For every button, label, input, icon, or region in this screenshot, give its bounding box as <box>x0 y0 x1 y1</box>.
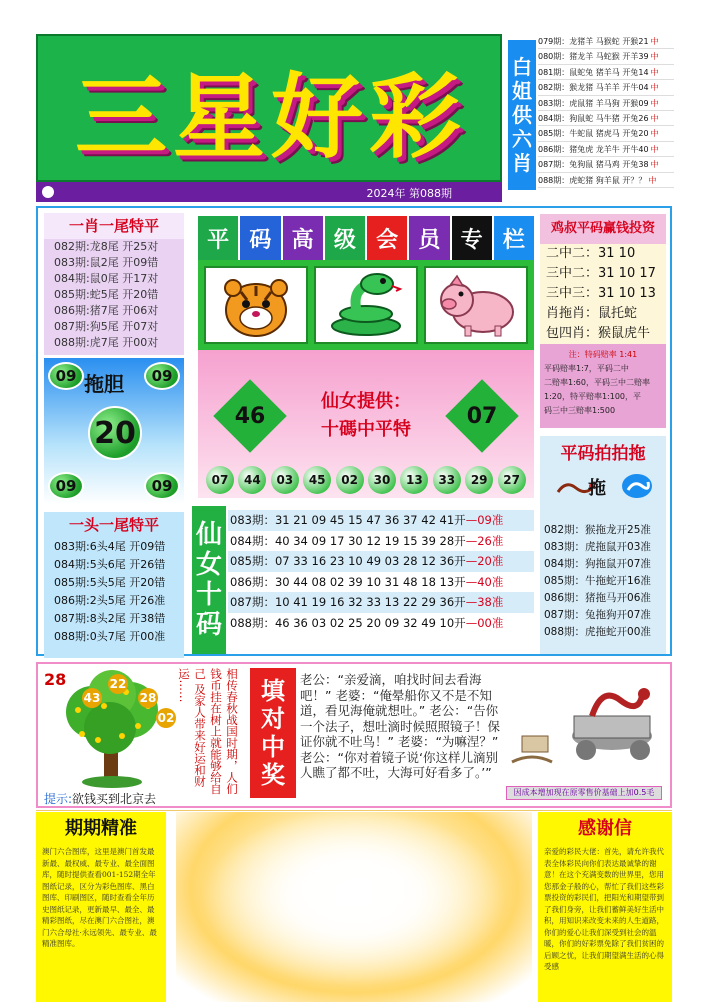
hit-mark: 中 <box>650 160 659 170</box>
panel-row: 084期:5头6尾 开26错 <box>54 558 166 571</box>
table-row <box>228 613 534 634</box>
number-ball: 03 <box>271 466 299 494</box>
tag-text: 填对中奖 <box>261 677 285 789</box>
panel-row: 088期：虎拖蛇开00准 <box>544 626 651 638</box>
number-ball: 33 <box>433 466 461 494</box>
fairy-line-1: 仙女提供： <box>321 391 411 412</box>
panel-row: 087期:狗5尾 开07对 <box>54 320 159 333</box>
table-row <box>228 510 534 531</box>
odds-line: 平码赔率1:7，平码二中 <box>544 364 629 373</box>
panel-title: 一肖一尾特平 <box>44 213 184 239</box>
hit-mark: 中 <box>650 52 659 62</box>
corner-ball: 09 <box>144 472 180 500</box>
panel-row: 三中三：31 10 13 <box>546 286 656 301</box>
panel-row: 083期:鼠2尾 开09错 <box>54 256 159 269</box>
six-zodiac-row <box>538 157 674 172</box>
center-ball: 20 <box>88 406 142 460</box>
fill-win-tag <box>250 668 296 798</box>
row-text: 081期：鼠蛇兔 猪羊马 开兔14 <box>538 67 649 77</box>
panel-row: 082期：猴拖龙开25准 <box>544 524 651 536</box>
row-result: —00准 <box>465 615 504 630</box>
panel-row: 083期：虎拖鼠开03准 <box>544 541 651 553</box>
row-result: —09准 <box>465 513 504 527</box>
table-row <box>228 551 534 572</box>
row-result: —40准 <box>465 574 504 589</box>
hint-label: 提示: <box>44 792 73 806</box>
box-text: 澳门六合图库，这里是澳门首发最新最、最权威、最专业、最全面图库，随时提供查看001-152期全年图纸记录，区分为彩色图库、黑白图库、印刷图区，随时查看全年历史图纸记录，更新最早、最全、最精彩图纸，尽在澳门六合图社，澳门六合母社·永远领先、最专业、最精准图库。 <box>42 847 157 948</box>
row-text: 079期：龙猪羊 马猴蛇 开猴21 <box>538 37 649 46</box>
panel-row: 二中二：31 10 <box>546 246 636 261</box>
panel-row: 包四肖：猴鼠虎牛 <box>546 326 651 341</box>
riddle-story: 老公：“亲爱滴，咱找时间去看海吧！” 老婆：“俺晕船你又不是不知道，看见海俺就想吐。” 老公：“告你一个法子，想吐滴时候照照镜子！保证你就不吐鸟！” 老婆：“为嘛涅？” 老公：“你对着镜子说‘你这样儿滴别人瞧了都不吐，大海可好看多了。’” <box>300 672 501 780</box>
odds-note <box>540 344 666 428</box>
six-zodiac-row <box>538 49 674 64</box>
hit-mark: 中 <box>650 144 659 154</box>
coin-number: 28 <box>138 688 158 708</box>
issue-number: 2024年 第088期 <box>366 187 452 200</box>
tag-text: 仙女十码 <box>196 520 223 640</box>
row-numbers: 084期：40 34 09 17 30 12 19 15 39 28开 <box>230 533 466 548</box>
tow-label: 拖 <box>588 478 606 499</box>
panel-row: 088期:虎7尾 开00对 <box>54 336 159 349</box>
six-zodiac-row <box>538 126 674 141</box>
hint-text: 欲钱买到北京去 <box>72 792 157 806</box>
row-result: —20准 <box>465 554 504 568</box>
panel-row: 087期：兔拖狗开07准 <box>544 609 651 621</box>
six-zodiac-row <box>538 173 674 188</box>
panel-row: 084期:鼠0尾 开17对 <box>54 272 159 285</box>
row-text: 086期：猪兔虎 龙羊牛 开牛40 <box>538 144 649 154</box>
panel-row: 085期:5头5尾 开20错 <box>54 576 166 589</box>
row-text: 088期：虎蛇猪 狗羊鼠 开？？ <box>538 175 647 185</box>
panel-row: 085期:蛇5尾 开20错 <box>54 288 159 301</box>
coin-number: 22 <box>108 674 128 694</box>
snake-image <box>314 266 418 344</box>
six-zodiac-row <box>538 111 674 126</box>
row-text: 082期：猴龙猪 马羊羊 开牛04 <box>538 83 649 93</box>
banner-char: 专 <box>452 216 492 260</box>
row-numbers: 087期：10 41 19 16 32 33 13 22 29 36开 <box>230 595 466 609</box>
panel-row: 086期：猪拖马开06准 <box>544 592 651 604</box>
panel-title: 平码拍拍拖 <box>560 444 646 464</box>
row-text: 087期：兔狗鼠 猪马鸡 开兔38 <box>538 160 649 170</box>
odds-line: 码三中三赔率1:500 <box>544 406 616 415</box>
row-numbers: 086期：30 44 08 02 39 10 31 48 18 13开 <box>230 574 466 589</box>
number-ball: 45 <box>303 466 331 494</box>
box-text: 亲爱的彩民大佬：首先，请允许我代表全体彩民向你们表达最诚挚的谢意！在这个充满变数的世界里，您用您那金子般的心，帮忙了我们这些彩票投资的彩民们，把阳光和期望带到了我们身旁，让我们蓄鲜美好生活中积，用知识来改变未来的人生道路，你们的爱心让我们深受到社会的温暖，你们的好彩票免除了我们贫困的后顾之忧，让我们期望满生活的心得受感 <box>544 847 664 971</box>
banner-char: 级 <box>325 216 365 260</box>
panel-rows <box>44 239 184 351</box>
hit-mark: 中 <box>650 83 659 93</box>
panel-row: 086期:2头5尾 开26准 <box>54 594 166 607</box>
fairy-line-2: 十碼中平特 <box>321 419 411 440</box>
uncle-chicken-panel <box>540 214 666 344</box>
odds-line: 1:20，特平赔率1:100，平 <box>544 392 642 401</box>
box-title: 感谢信 <box>578 818 632 839</box>
fairy-ten-table <box>228 510 534 654</box>
hit-mark: 中 <box>650 113 659 123</box>
hit-mark: 中 <box>650 67 659 77</box>
panel-row: 087期:8头2尾 开38错 <box>54 612 166 625</box>
hit-mark: 中 <box>648 175 657 185</box>
banner-char: 会 <box>367 216 407 260</box>
table-row <box>228 572 534 593</box>
table-row <box>228 592 534 613</box>
corner-ball: 09 <box>48 472 84 500</box>
tag-text: 白姐供六肖 <box>512 55 532 175</box>
banner-char: 高 <box>283 216 323 260</box>
coin-number: 43 <box>82 688 102 708</box>
hint <box>44 790 156 807</box>
one-zodiac-one-tail-panel <box>44 213 184 355</box>
header-banner <box>36 34 502 182</box>
corner-ball: 09 <box>144 362 180 390</box>
fairy-ten-numbers-panel <box>198 350 534 498</box>
tow-bile-panel <box>44 358 184 504</box>
number-ball: 30 <box>368 466 396 494</box>
panel-rows <box>44 538 184 646</box>
row-text: 085期：牛蛇鼠 猪虎马 开兔20 <box>538 129 649 139</box>
tow-bile-label: 拖胆 <box>84 372 124 396</box>
panel-rows <box>540 244 666 344</box>
left-number: 46 <box>234 403 266 429</box>
six-zodiac-row <box>538 65 674 80</box>
number-ball: 29 <box>465 466 493 494</box>
divider <box>36 810 672 811</box>
panel-row: 肖拖肖：鼠托蛇 <box>546 306 638 321</box>
thanks-box <box>538 812 672 1002</box>
legend-text: 相传春秋战国时期，人们 钱币挂在树上就能够给自己 及家人带来好运和财运…… <box>177 668 239 795</box>
row-numbers: 083期：31 21 09 45 15 47 36 37 42 41开 <box>230 513 466 527</box>
panel-row: 082期:龙8尾 开25对 <box>54 240 159 253</box>
right-number: 07 <box>466 403 498 429</box>
panel-row: 083期:6头4尾 开09错 <box>54 540 166 553</box>
vip-column-banner <box>198 216 534 260</box>
hit-mark: 中 <box>650 98 659 108</box>
number-ball: 07 <box>206 466 234 494</box>
light-burst-core <box>176 812 532 1002</box>
panel-title: 鸡叔平码赢钱投资 <box>540 214 666 244</box>
tree-number: 28 <box>44 670 67 689</box>
banner-char: 栏 <box>494 216 534 260</box>
row-numbers: 085期：07 33 16 23 10 49 03 28 12 36开 <box>230 554 466 568</box>
fairy-text <box>278 388 454 444</box>
pig-image <box>424 266 528 344</box>
number-ball: 02 <box>336 466 364 494</box>
six-zodiac-row <box>538 142 674 157</box>
snake-icon <box>620 472 654 500</box>
panel-row: 085期：牛拖蛇开16准 <box>544 575 651 587</box>
six-zodiac-row <box>538 34 674 49</box>
banner-char: 员 <box>409 216 449 260</box>
panel-rows <box>540 522 666 641</box>
panel-row: 084期：狗拖鼠开07准 <box>544 558 651 570</box>
odds-line: 二赔率1:60，平码三中二赔率 <box>544 378 650 387</box>
odds-title: 注：特码赔率 1:41 <box>568 350 638 359</box>
price-notice: 因成本增加现在原零售价基础上加0.5毛 <box>506 786 662 800</box>
panel-title: 一头一尾特平 <box>68 516 159 534</box>
box-title: 期期精准 <box>65 818 137 839</box>
six-zodiac-list <box>538 34 674 204</box>
six-zodiac-row <box>538 96 674 111</box>
coin-number: 02 <box>156 708 176 728</box>
banner-char: 平 <box>198 216 238 260</box>
hit-mark: 中 <box>650 37 659 46</box>
row-result: —38准 <box>465 595 504 609</box>
table-row <box>228 531 534 552</box>
six-zodiac-row <box>538 80 674 95</box>
number-ball: 27 <box>498 466 526 494</box>
row-text: 084期：狗鼠蛇 马牛猪 开兔26 <box>538 113 649 123</box>
issue-bar <box>36 182 502 202</box>
odds-lines <box>544 362 662 418</box>
row-result: —26准 <box>465 533 504 548</box>
number-ball: 44 <box>238 466 266 494</box>
hit-mark: 中 <box>650 129 659 139</box>
row-text: 080期：猪龙羊 马蛇猴 开羊39 <box>538 52 649 62</box>
accuracy-box <box>36 812 166 1002</box>
fairy-ten-tag <box>192 506 226 654</box>
corner-ball: 09 <box>48 362 84 390</box>
row-numbers: 088期：46 36 03 02 25 20 09 32 49 10开 <box>230 615 466 630</box>
panel-row: 086期:猪7尾 开06对 <box>54 304 159 317</box>
tow-pair-panel <box>540 436 666 654</box>
banner-char: 码 <box>240 216 280 260</box>
tiger-image <box>204 266 308 344</box>
six-zodiac-tag <box>508 40 536 190</box>
bullet-icon <box>42 186 54 198</box>
row-text: 083期：虎鼠猪 羊马狗 开猴09 <box>538 98 649 108</box>
panel-row: 三中二：31 10 17 <box>546 266 656 281</box>
number-ball: 13 <box>400 466 428 494</box>
snake-cart-image <box>502 666 668 776</box>
brand-title: 三星好彩 <box>74 64 467 171</box>
animal-strip <box>198 260 534 350</box>
one-head-one-tail-panel <box>44 512 184 658</box>
panel-row: 088期:0头7尾 开00准 <box>54 630 166 643</box>
